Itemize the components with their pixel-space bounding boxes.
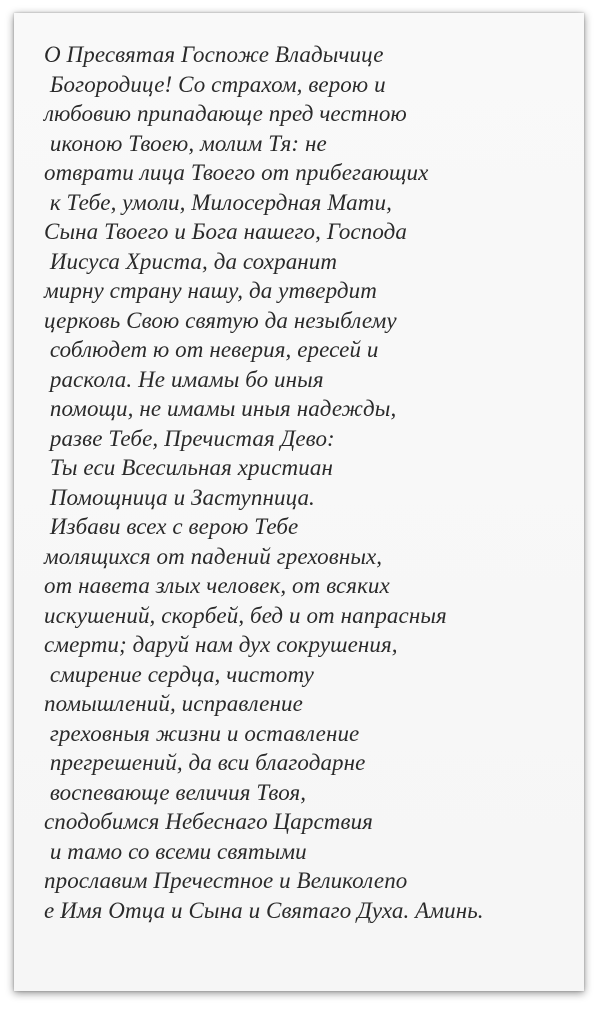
prayer-line: сподобимся Небеснаго Царствия	[44, 809, 373, 834]
prayer-card	[14, 13, 584, 991]
prayer-line: соблюдет ю от неверия, ересей и	[44, 337, 379, 362]
prayer-line: О Пресвятая Госпоже Владычице	[44, 42, 384, 67]
prayer-line: прославим Пречестное и Великолепо	[44, 868, 408, 893]
prayer-line: Помощница и Заступница.	[44, 484, 315, 510]
prayer-line: искушений, скорбей, бед и от напрасныя	[44, 602, 447, 628]
prayer-line: Ты еси Всесильная христиан	[44, 455, 333, 480]
prayer-line: Сына Твоего и Бога нашего, Господа	[44, 219, 407, 244]
prayer-line: прегрешений, да вси благодарне	[44, 750, 366, 775]
prayer-line: помышлений, исправление	[44, 691, 303, 716]
prayer-line: е Имя Отца и Сына и Святаго Духа. Аминь.	[44, 897, 484, 923]
prayer-line: любовию припадающе пред честною	[44, 101, 407, 126]
prayer-line: смирение сердца, чистоту	[44, 661, 314, 687]
prayer-line: помощи, не имамы иныя надежды,	[44, 396, 397, 421]
prayer-line: смерти; даруй нам дух сокрушения,	[44, 632, 398, 657]
prayer-line: церковь Свою святую да незыблему	[44, 307, 397, 333]
prayer-line: мирну страну нашу, да утвердит	[44, 278, 377, 303]
prayer-line: воспевающе величия Твоя,	[44, 779, 307, 805]
prayer-line: отврати лица Твоего от прибегающих	[44, 160, 429, 185]
prayer-line: греховныя жизни и оставление	[44, 720, 360, 746]
prayer-line: молящихся от падений греховных,	[44, 543, 383, 569]
prayer-line: Богородице! Со страхом, верою и	[44, 71, 386, 97]
prayer-line: Иисуса Христа, да сохранит	[44, 248, 338, 274]
prayer-text	[44, 40, 574, 925]
prayer-line: Избави всех с верою Тебе	[44, 514, 299, 539]
prayer-line: от навета злых человек, от всяких	[44, 573, 390, 598]
prayer-line: раскола. Не имамы бо иныя	[44, 366, 324, 392]
prayer-line: к Тебе, умоли, Милосердная Мати,	[44, 189, 392, 215]
prayer-line: иконою Твоею, молим Тя: не	[44, 130, 327, 156]
prayer-line: и тамо со всеми святыми	[44, 838, 307, 864]
prayer-line: разве Тебе, Пречистая Дево:	[44, 425, 335, 451]
